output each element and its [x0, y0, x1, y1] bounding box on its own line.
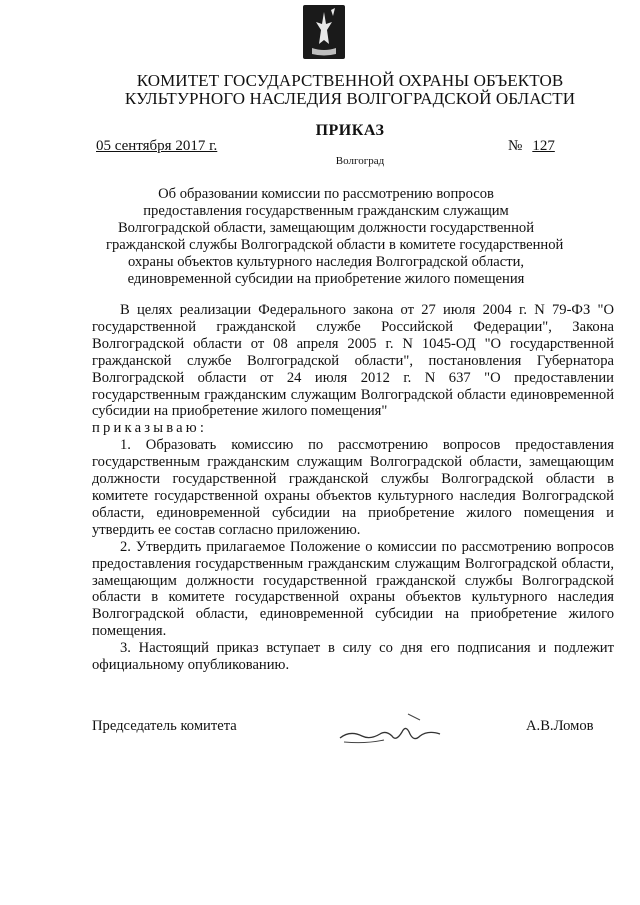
order-number-value: 127: [532, 138, 555, 154]
organization-name-line-1: КОМИТЕТ ГОСУДАРСТВЕННОЙ ОХРАНЫ ОБЪЕКТОВ: [136, 71, 564, 90]
coat-of-arms-icon: [302, 4, 346, 60]
organization-name: [100, 72, 600, 108]
order-item-2: 2. Утвердить прилагаемое Положение о комиссии по рассмотрению вопросов предоставления государственным гражданским служащим Волгоградской области, замещающим должности государственной гражданской службы Волгоградской области в комитете государственной охраны объектов культурного наследия Волгоградской области, единовременной субсидии на приобретение жилого помещения.: [92, 538, 614, 640]
order-date: 05 сентября 2017 г.: [96, 138, 218, 154]
subject-line: охраны объектов культурного наследия Волгоградской области,: [127, 254, 525, 270]
subject-line: Об образовании комиссии по рассмотрению вопросов: [158, 186, 494, 202]
order-number: [508, 138, 555, 155]
document-subject: [106, 186, 564, 288]
order-city: Волгоград: [335, 155, 385, 167]
order-word: приказываю:: [92, 420, 208, 437]
subject-line: гражданской службы Волгоградской области в комитете государственной: [106, 237, 564, 253]
organization-name-line-2: КУЛЬТУРНОГО НАСЛЕДИЯ ВОЛГОГРАДСКОЙ ОБЛАСТИ: [124, 89, 576, 108]
order-number-label: №: [508, 138, 523, 154]
subject-line: единовременной субсидии на приобретение жилого помещения: [127, 271, 525, 287]
signature-icon: [336, 708, 446, 752]
order-item-1: 1. Образовать комиссию по рассмотрению вопросов предоставления государственным гражданским служащим Волгоградской области, замещающим должности государственной гражданской службы Волгоградской области в комитете государственной охраны объектов культурного наследия Волгоградской области, единовременной субсидии на приобретение жилого помещения и утвердить ее состав согласно приложению.: [92, 437, 614, 538]
subject-line: предоставления государственным гражданским служащим: [143, 203, 509, 219]
preamble-paragraph: В целях реализации Федерального закона от 27 июля 2004 г. N 79-ФЗ "О государственной гражданской службе Российской Федерации", Закона Волгоградской области от 08 апреля 2005 г. N 1045-ОД "О государственной гражданской службе Волгоградской области", постановления Губернатора Волгоградской области от 24 июля 2012 г. N 637 "О предоставлении государственным гражданским служащим Волгоградской области единовременной субсидии на приобретение жилого помещения": [92, 302, 614, 420]
order-item-3: 3. Настоящий приказ вступает в силу со дня его подписания и подлежит официальному опубликованию.: [92, 640, 614, 674]
subject-line: Волгоградской области, замещающим должности государственной: [117, 220, 535, 236]
document-body: [92, 302, 614, 674]
signatory-name: А.В.Ломов: [526, 718, 594, 734]
document-title: ПРИКАЗ: [315, 122, 385, 139]
signatory-role: Председатель комитета: [92, 718, 237, 734]
